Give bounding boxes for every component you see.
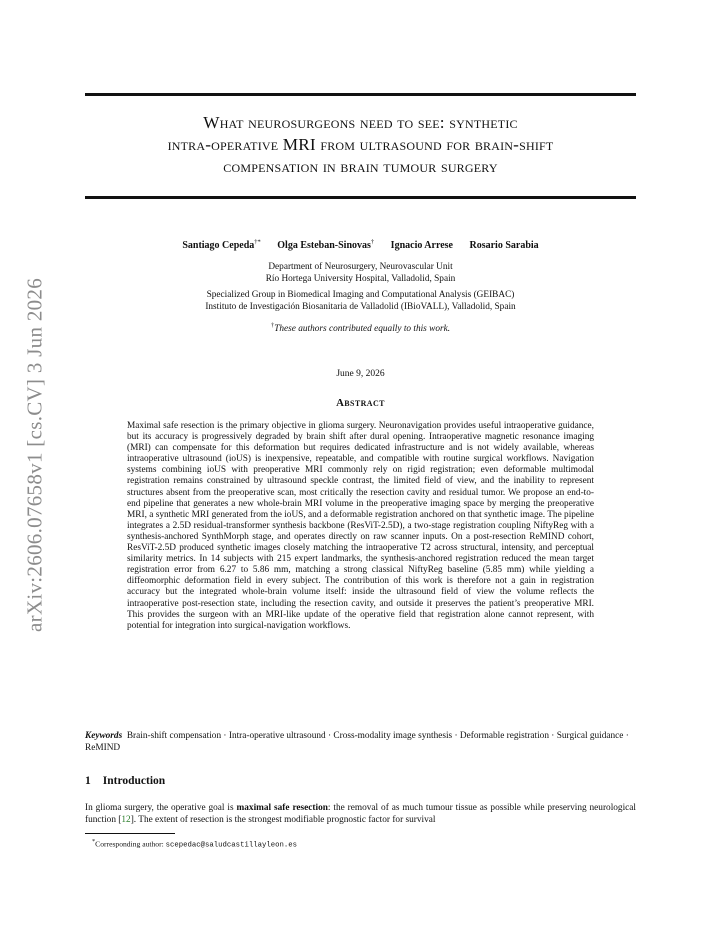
author-list	[85, 239, 636, 251]
corresponding-email[interactable]: scepedac@saludcastillayleon.es	[165, 841, 297, 850]
keywords-label: Keywords	[85, 731, 123, 741]
affiliation: Specialized Group in Biomedical Imaging and Computational Analysis (GEIBAC) Instituto de Investigación Biosanitaria de Valladolid (IBioVALL), Valladolid, Spain	[205, 290, 516, 313]
bold-term: maximal safe resection	[236, 803, 328, 813]
title-rule-bottom	[85, 196, 636, 199]
paper-date: June 9, 2026	[336, 369, 385, 379]
abstract-body: Maximal safe resection is the primary objective in glioma surgery. Neuronavigation provides useful intraoperative guidance, but its accuracy is progressively degraded by brain shift after dural opening. Intraoperative magnetic resonance imaging (MRI) can compensate for this deformation but requires dedicated infrastructure and is not widely available, whereas intraoperative ultrasound (ioUS) is inexpensive, repeatable, and compatible with routine surgical workflows. Navigation systems combining ioUS with preoperative MRI commonly rely on rigid registration; even deformable multimodal registration remains constrained by ultrasound speckle contrast, the limited field of view, and the inability to represent structures absent from the preoperative scan, most critically the resection cavity and residual tumor. We propose an end-to-end pipeline that generates a new whole-brain MRI volume in the preoperative imaging space by merging the preoperative MRI, a synthetic MRI generated from the ioUS, and a deformable registration anchored on that synthetic image. The pipeline integrates a 2.5D residual-transformer synthesis backbone (ResViT-2.5D), a two-stage registration coupling NiftyReg with a synthesis-anchored SynthMorph stage, and operates directly on raw scanner inputs. On a post-resection ReMIND cohort, ResViT-2.5D produced synthetic images closely matching the intraoperative T2 across structural, intensity, and perceptual similarity metrics. In 14 subjects with 215 expert landmarks, the synthesis-anchored registration reduced the mean target registration error from 6.27 to 5.86 mm, matching a strong classical NiftyReg baseline (5.85 mm) while yielding a diffeomorphic deformation field in every subject. The contribution of this work is therefore not a gain in registration accuracy but the integrated whole-brain volume itself: inside the ultrasound field of view the volume reflects the intraoperative post-resection state, including the resection cavity, and outside it preserves the patient’s preoperative MRI. This provides the surgeon with an MRI-like update of the operative field that registration alone cannot represent, with potential for integration into surgical-navigation workflows.	[127, 421, 594, 631]
author-marks: †	[370, 239, 375, 246]
title-line: What neurosurgeons need to see: synthetic	[203, 113, 518, 132]
keywords-text: Brain-shift compensation · Intra-operative ultrasound · Cross-modality image synthesis · Deformable registration · Surgical guidance · ReMIND	[85, 731, 629, 753]
affiliation: Department of Neurosurgery, Neurovascular Unit Río Hortega University Hospital, Valladolid, Spain	[265, 262, 456, 285]
citation-link[interactable]: 12	[121, 814, 131, 825]
equal-contribution-note: †These authors contributed equally to this work.	[270, 322, 451, 335]
section-heading-introduction	[85, 775, 165, 787]
author: Ignacio Arrese	[390, 240, 453, 252]
author: Santiago Cepeda†*	[182, 239, 261, 252]
author: Olga Esteban-Sinovas†	[277, 239, 375, 252]
footnote-rule	[85, 833, 175, 834]
title-line: compensation in brain tumour surgery	[223, 157, 498, 176]
paper-title	[85, 112, 636, 178]
footnote: *Corresponding author: scepedac@saludcastillayleon.es	[92, 838, 297, 850]
arxiv-identifier-stamp: arXiv:2606.07658v1 [cs.CV] 3 Jun 2026	[22, 277, 47, 633]
title-line: intra-operative MRI from ultrasound for brain-shift	[167, 135, 554, 154]
author: Rosario Sarabia	[469, 240, 539, 252]
intro-paragraph: In glioma surgery, the operative goal is maximal safe resection: the removal of as much tumour tissue as possible while preserving neurological function [12]. The extent of resection is the strongest modifiable prognostic factor for survival	[85, 803, 636, 825]
section-number: 1	[85, 775, 91, 787]
author-marks: †*	[254, 239, 261, 246]
section-title: Introduction	[102, 775, 166, 787]
keywords	[85, 731, 636, 754]
abstract-heading: Abstract	[336, 397, 385, 409]
title-rule-top	[85, 93, 636, 96]
